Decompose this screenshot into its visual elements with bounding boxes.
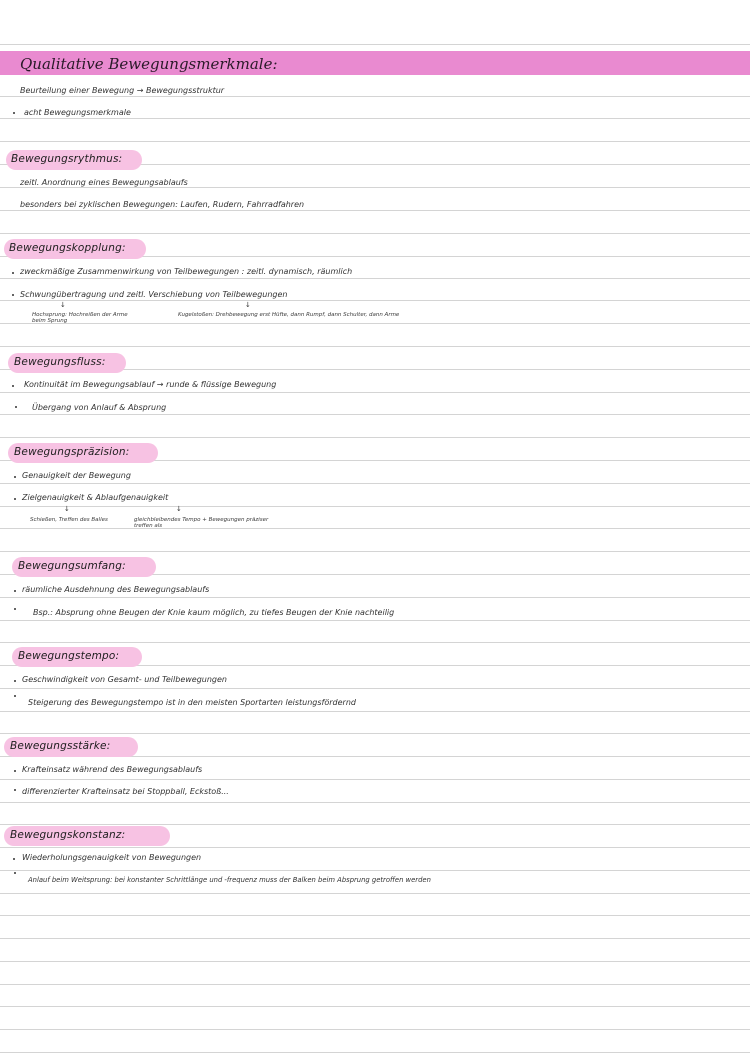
ruling <box>0 779 750 780</box>
ruling <box>0 392 750 393</box>
ruling <box>0 187 750 188</box>
section-line: besonders bei zyklischen Bewegungen: Laufen, Rudern, Fahrradfahren <box>20 200 305 209</box>
bullet <box>14 498 16 500</box>
ruling <box>0 597 750 598</box>
section-line: Krafteinsatz während des Bewegungsablaufs <box>22 765 203 774</box>
section-heading: Bewegungstempo: <box>18 650 120 662</box>
bullet <box>14 872 16 874</box>
page-title: Qualitative Bewegungsmerkmale: <box>20 55 278 73</box>
section-heading: Bewegungskopplung: <box>9 242 126 254</box>
section-heading: Bewegungsstärke: <box>10 740 111 752</box>
section-heading: Bewegungsfluss: <box>14 356 106 368</box>
ruling <box>0 893 750 894</box>
bullet <box>13 858 15 860</box>
section-line: Steigerung des Bewegungstempo ist in den meisten Sportarten leistungsfördernd <box>28 698 356 707</box>
ruling <box>0 96 750 97</box>
section-line: Zielgenauigkeit & Ablaufgenauigkeit <box>22 493 169 502</box>
section-line: Wiederholungsgenauigkeit von Bewegungen <box>22 853 202 862</box>
bullet <box>14 770 16 772</box>
ruling <box>0 711 750 712</box>
section-note: Schießen, Treffen des Balles <box>30 517 108 523</box>
section-line: Geschwindigkeit von Gesamt- und Teilbewegungen <box>22 675 228 684</box>
section-line: Übergang von Anlauf & Absprung <box>32 403 167 412</box>
section-line: Bsp.: Absprung ohne Beugen der Knie kaum möglich, zu tiefes Beugen der Knie nachteilig <box>33 608 395 617</box>
section-line: räumliche Ausdehnung des Bewegungsablaufs <box>22 585 210 594</box>
ruling <box>0 870 750 871</box>
ruling <box>0 802 750 803</box>
section-line: Schwungübertragung und zeitl. Verschiebung von Teilbewegungen <box>20 290 288 299</box>
arrow-down-icon: ↓ <box>245 301 251 309</box>
ruling <box>0 437 750 438</box>
ruling <box>0 642 750 643</box>
section-line: differenzierter Krafteinsatz bei Stoppball, Eckstoß... <box>22 787 229 796</box>
bullet <box>12 272 14 274</box>
ruling <box>0 915 750 916</box>
section-note: Kugelstoßen: Drehbewegung erst Hüfte, dann Rumpf, dann Schulter, dann Arme <box>178 312 400 318</box>
bullet <box>15 406 17 408</box>
intro-line: Beurteilung einer Bewegung → Bewegungsstruktur <box>20 86 225 95</box>
ruling <box>0 210 750 211</box>
ruling <box>0 300 750 301</box>
ruling <box>0 847 750 848</box>
ruling <box>0 984 750 985</box>
ruling <box>0 483 750 484</box>
section-heading: Bewegungsrythmus: <box>11 153 123 165</box>
section-line: Kontinuität im Bewegungsablauf → runde & flüssige Bewegung <box>24 380 277 389</box>
bullet <box>14 608 16 610</box>
ruling <box>0 1006 750 1007</box>
bullet <box>12 294 14 296</box>
ruling <box>0 233 750 234</box>
bullet <box>14 476 16 478</box>
intro-line: acht Bewegungsmerkmale <box>24 108 131 117</box>
section-heading: Bewegungspräzision: <box>14 446 130 458</box>
ruling <box>0 551 750 552</box>
arrow-down-icon: ↓ <box>176 505 182 513</box>
ruling <box>0 938 750 939</box>
ruling <box>0 506 750 507</box>
section-note: Hochsprung: Hochreißen der Arme beim Sprung <box>32 312 128 324</box>
section-heading: Bewegungskonstanz: <box>10 829 126 841</box>
ruling <box>0 118 750 119</box>
section-line: zeitl. Anordnung eines Bewegungsablaufs <box>20 178 188 187</box>
ruling <box>0 44 750 45</box>
section-line: Anlauf beim Weitsprung: bei konstanter Schrittlänge und -frequenz muss der Balken beim Absprung getroffen werden <box>28 876 431 884</box>
bullet <box>14 695 16 697</box>
ruling <box>0 1052 750 1053</box>
bullet <box>12 385 14 387</box>
arrow-down-icon: ↓ <box>64 505 70 513</box>
ruling <box>0 688 750 689</box>
bullet <box>14 789 16 791</box>
ruling <box>0 733 750 734</box>
arrow-down-icon: ↓ <box>60 301 66 309</box>
ruling <box>0 1029 750 1030</box>
ruling <box>0 414 750 415</box>
ruling <box>0 278 750 279</box>
ruling <box>0 141 750 142</box>
bullet <box>14 680 16 682</box>
ruling <box>0 528 750 529</box>
ruling <box>0 346 750 347</box>
section-line: zweckmäßige Zusammenwirkung von Teilbewegungen : zeitl. dynamisch, räumlich <box>20 267 353 276</box>
section-line: Genauigkeit der Bewegung <box>22 471 131 480</box>
bullet <box>14 590 16 592</box>
bullet <box>13 112 15 114</box>
ruling <box>0 961 750 962</box>
ruling <box>0 824 750 825</box>
section-note: gleichbleibendes Tempo + Bewegungen präziser treffen als <box>134 517 269 529</box>
section-heading: Bewegungsumfang: <box>18 560 126 572</box>
ruling <box>0 620 750 621</box>
